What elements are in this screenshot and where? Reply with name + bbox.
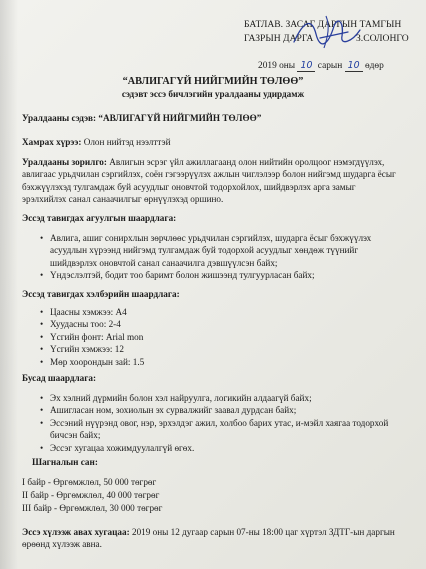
prize-second: II байр - Өргөмжлөл, 40 000 төгрөг bbox=[22, 490, 160, 500]
deadline-line: өрөөнд хүлээж авна. bbox=[22, 539, 102, 550]
date-month: 10 bbox=[297, 60, 315, 72]
list-item-line: • Ашигласан ном, зохиолын эх сурвалжийг заавал дурдсан байх; bbox=[50, 405, 297, 416]
scope-value: Олон нийтэд нээлттэй bbox=[83, 137, 171, 147]
approval-line-1: БАТЛАВ. ЗАСАГ ДАРГЫН ТАМГЫН bbox=[244, 19, 402, 30]
deadline-label: Эссэ хүлээж авах хугацаа: bbox=[22, 527, 130, 537]
document-title: “АВЛИГАГҮЙ НИЙГМИЙН ТӨЛӨӨ” bbox=[122, 76, 304, 87]
signature-icon bbox=[290, 12, 370, 52]
prize-third: III байр - Өргөмжлөл, 30 000 төгрөг bbox=[22, 503, 163, 513]
date-day-word: өдөр bbox=[364, 61, 384, 71]
approval-line-2: ГАЗРЫН ДАРГА bbox=[244, 33, 314, 44]
list-item bbox=[40, 392, 414, 404]
other-list bbox=[40, 392, 414, 454]
list-item-line: • Эссэг хугацаа хожимдуулалгүй өгөх. bbox=[50, 442, 195, 453]
list-item: • Цаасны хэмжээ: A4 bbox=[40, 306, 414, 318]
format-heading: Эссэд тавигдах хэлбэрийн шаардлага: bbox=[22, 289, 180, 299]
list-item-line: • Эх хэлний дүрмийн болон хэл найруулга, логикийн алдаагүй байх; bbox=[50, 393, 312, 403]
deadline-line: 2019 оны 12 дугаар сарын 07-ны 18:00 цаг хүртэл ЗДТГ-ын даргын bbox=[131, 527, 395, 537]
prize-heading: Шагналын сан: bbox=[32, 457, 98, 467]
list-item-line: асуудлын хүрээнд нийгэмд тулгамдаж буй тодорхой асуудлыг хөндөж түүнийг bbox=[50, 245, 359, 256]
scope-line bbox=[22, 136, 414, 148]
approval-date bbox=[258, 60, 384, 72]
list-item-line: • Үндэслэлтэй, бодит тоо баримт болон жишээнд тулгуурласан байх; bbox=[50, 270, 315, 281]
goal-line: Авлигын эсрэг үйл ажиллагаанд олон нийтийн оролцоог нэмэгдүүлэх, bbox=[109, 157, 385, 167]
goal-label: Уралдааны зорилго: bbox=[22, 157, 107, 167]
topic-value: “АВЛИГАГҮЙ НИЙГМИЙН ТӨЛӨӨ” bbox=[98, 113, 262, 123]
topic-line bbox=[22, 112, 414, 124]
document-subtitle: сэдэвт эссэ бичлэгийн уралдааны удирдамж bbox=[121, 89, 305, 99]
list-item: • Үсгийн фонт: Arial mon bbox=[40, 331, 414, 343]
list-item bbox=[40, 442, 414, 454]
content-heading: Эссэд тавигдах агуулгын шаардлага: bbox=[22, 213, 177, 223]
goal-line: бэхжүүлэхэд тулгамдаж буй асуудлыг оновчтой тодорхойлох, шийдвэрлэх арга замыг bbox=[22, 181, 356, 192]
list-item bbox=[40, 269, 414, 281]
content-list bbox=[40, 232, 414, 282]
topic-label: Уралдааны сэдэв: bbox=[22, 113, 97, 123]
scope-label: Хамрах хүрээ: bbox=[22, 137, 82, 147]
list-item bbox=[40, 404, 414, 416]
list-item: • Хуудасны тоо: 2-4 bbox=[40, 318, 414, 330]
goal-line: авлигаас урьдчилан сэргийлэх, соён гэгээрүүлэх ажлын чиглэлээр болон нийгэмд шударга ёсыг bbox=[22, 169, 396, 180]
other-heading: Бусад шаардлага: bbox=[22, 373, 97, 383]
list-item bbox=[40, 417, 414, 442]
list-item-line: шийдвэрлэх оновчтой санал санаачилга дэвшүүлсэн байх; bbox=[50, 257, 278, 268]
list-item: • Мөр хоорондын зай: 1.5 bbox=[40, 356, 414, 368]
deadline-paragraph bbox=[22, 526, 414, 551]
goal-paragraph bbox=[22, 156, 414, 206]
list-item-line: • Авлига, ашиг сонирхлын зөрчлөөс урьдчилан сэргийлэх, шударга ёсыг бэхжүүлэх bbox=[50, 233, 372, 243]
date-day: 10 bbox=[345, 60, 363, 72]
approver-name: З.СОЛОНГО bbox=[356, 33, 409, 44]
list-item-line: бичсэн байх; bbox=[50, 430, 101, 441]
list-item bbox=[40, 232, 414, 269]
format-list bbox=[40, 306, 414, 368]
list-item-line: • Эссэний нүүрэнд овог, нэр, эрхэлдэг ажил, холбоо барих утас, и-мэйл хаягаа тодорхой bbox=[50, 417, 389, 428]
list-item: • Үсгийн хэмжээ: 12 bbox=[40, 343, 414, 355]
prize-first: I байр - Өргөмжлөл, 50 000 төгрөг bbox=[22, 477, 157, 487]
date-month-word: сарын bbox=[317, 61, 343, 71]
goal-line: эрэлхийлэх санал санаачилгыг өрнүүлэхэд оршино. bbox=[22, 194, 224, 205]
date-year: 2019 оны bbox=[258, 61, 296, 71]
